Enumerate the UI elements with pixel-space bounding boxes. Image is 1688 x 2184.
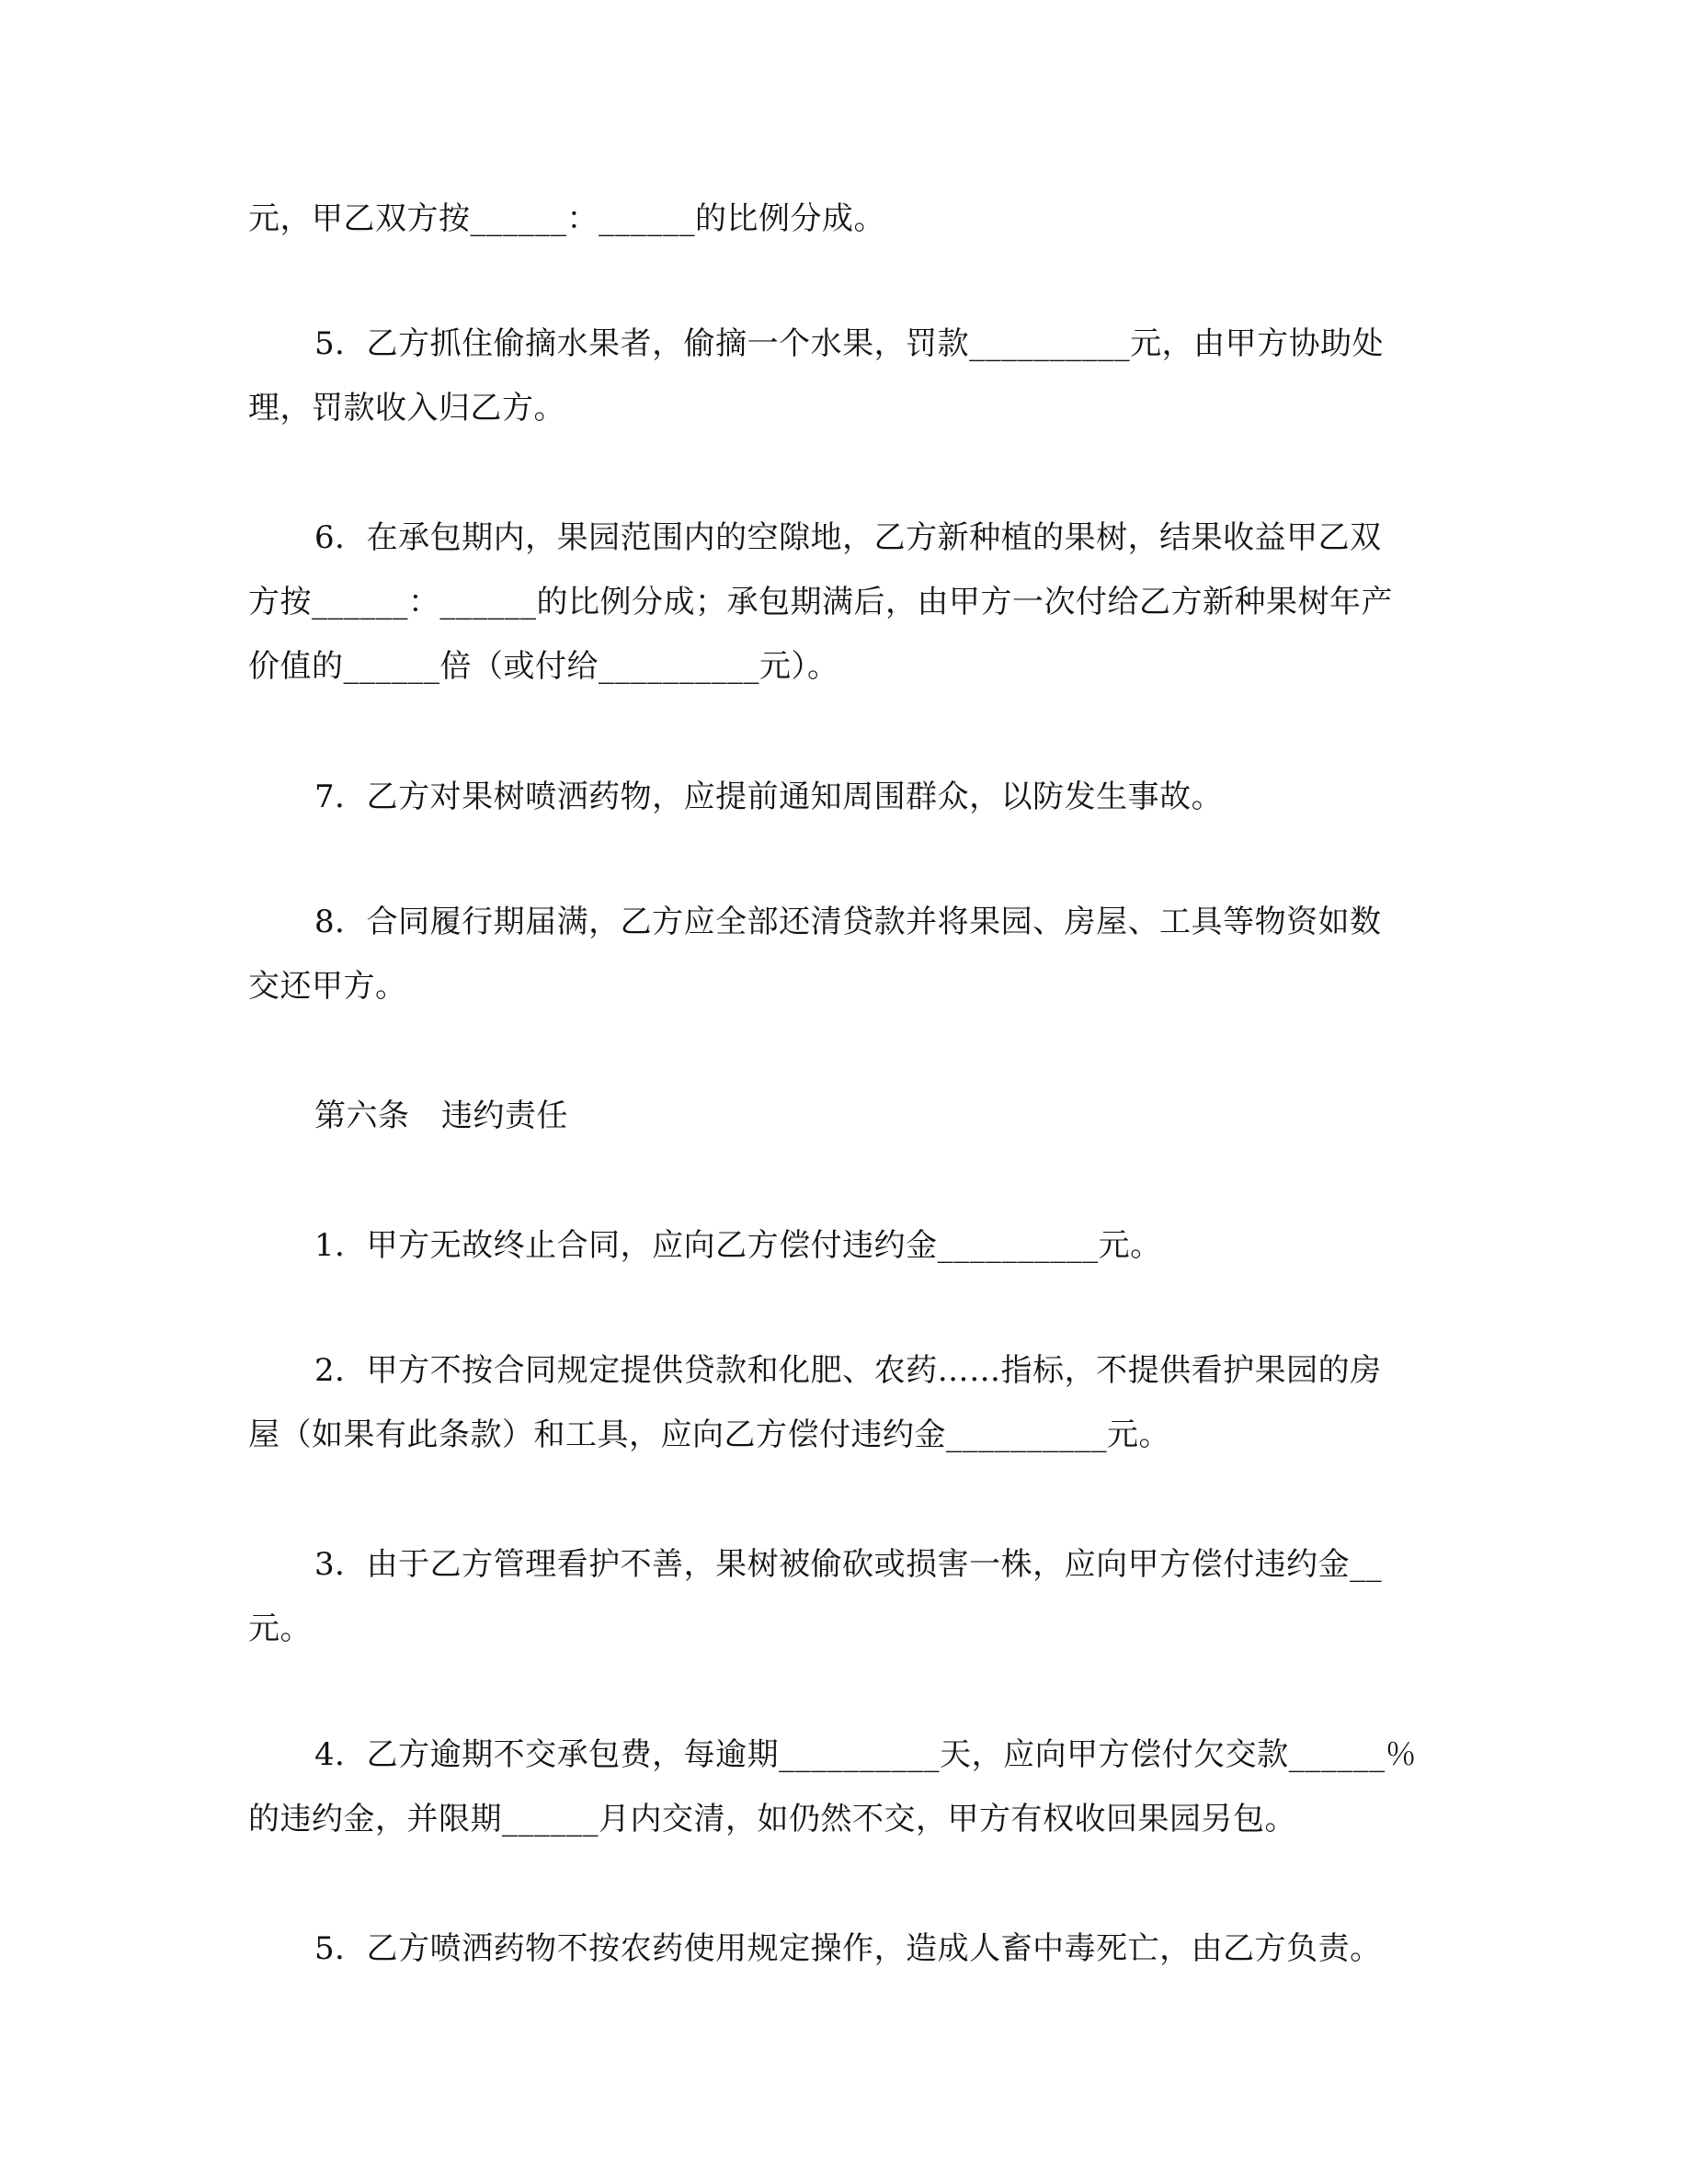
text-line: 屋（如果有此条款）和工具，应向乙方偿付违约金__________元。	[248, 1416, 1170, 1453]
paragraph-item-5-fruit-theft	[248, 312, 1443, 440]
text-line: 交还甲方。	[248, 968, 407, 1005]
paragraph-liability-5	[248, 1917, 1443, 1981]
paragraph-liability-1	[248, 1213, 1443, 1278]
paragraph-liability-4	[248, 1723, 1443, 1851]
text-line: 理，罚款收入归乙方。	[248, 390, 565, 427]
text-line: 价值的______倍（或付给__________元）。	[248, 648, 839, 685]
text-line: 方按______：______的比例分成；承包期满后，由甲方一次付给乙方新种果树年产	[248, 584, 1393, 620]
text-line: 的违约金，并限期______月内交清，如仍然不交，甲方有权收回果园另包。	[248, 1801, 1296, 1837]
text-line: 7．乙方对果树喷洒药物，应提前通知周围群众，以防发生事故。	[314, 779, 1224, 815]
section-heading: 第六条 违约责任	[314, 1098, 568, 1134]
paragraph-liability-3	[248, 1532, 1443, 1661]
paragraph-liability-2	[248, 1338, 1443, 1467]
section-heading-article-6	[248, 1084, 1443, 1148]
paragraph-item-7-spraying-notice	[248, 765, 1443, 829]
text-line: 4．乙方逾期不交承包费，每逾期__________天，应向甲方偿付欠交款______％	[314, 1736, 1418, 1773]
text-line: 1．甲方无故终止合同，应向乙方偿付违约金__________元。	[314, 1227, 1162, 1264]
text-line: 2．甲方不按合同规定提供贷款和化肥、农药……指标，不提供看护果园的房	[314, 1352, 1382, 1389]
paragraph-profit-split-continued	[248, 187, 1443, 251]
text-line: 元。	[248, 1610, 312, 1647]
paragraph-item-8-contract-expiry	[248, 890, 1443, 1018]
text-line: 6．在承包期内，果园范围内的空隙地，乙方新种植的果树，结果收益甲乙双	[314, 519, 1382, 556]
paragraph-item-6-new-trees	[248, 506, 1443, 699]
text-line: 元，甲乙双方按______：______的比例分成。	[248, 200, 885, 237]
text-line: 5．乙方抓住偷摘水果者，偷摘一个水果，罚款__________元，由甲方协助处	[314, 325, 1385, 362]
text-line: 5．乙方喷洒药物不按农药使用规定操作，造成人畜中毒死亡，由乙方负责。	[314, 1930, 1382, 1967]
text-line: 8．合同履行期届满，乙方应全部还清贷款并将果园、房屋、工具等物资如数	[314, 904, 1382, 940]
text-line: 3．由于乙方管理看护不善，果树被偷砍或损害一株，应向甲方偿付违约金__	[314, 1546, 1383, 1583]
